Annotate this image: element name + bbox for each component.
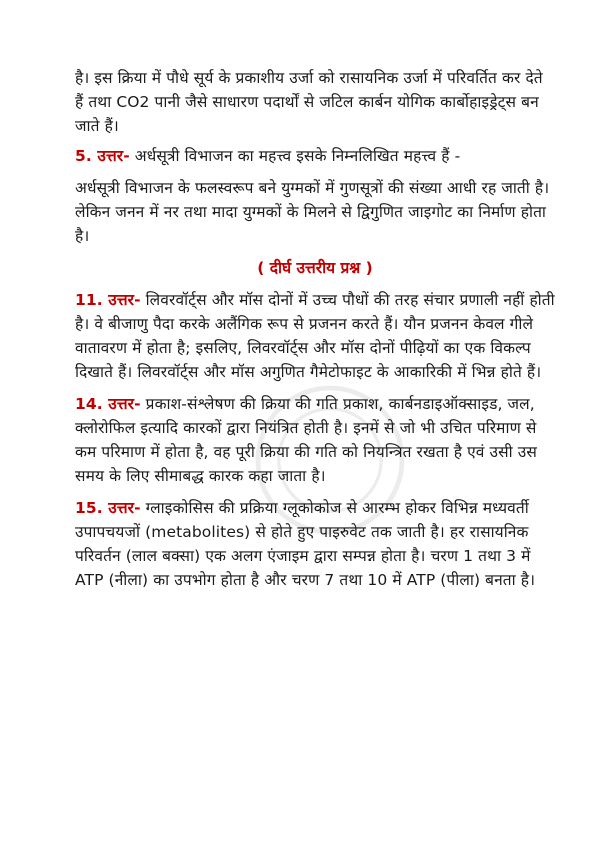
answer-14-label: 14. उत्तर- xyxy=(75,395,141,413)
intro-paragraph: है। इस क्रिया में पौधे सूर्य के प्रकाशीय उर्जा को रासायनिक उर्जा में परिवर्तित कर देते हैं तथा CO2 पानी जैसे साधारण पदार्थों से जटिल कार्बन योगिक कार्बोहाइड्रेट्स बन जाते हैं। xyxy=(75,69,543,135)
answer-14-text: प्रकाश-संश्लेषण की क्रिया की गति प्रकाश, कार्बनडाइऑक्साइड, जल, क्लोरोफिल इत्यादि कारकों द्वारा नियंत्रित होती है। इनमें से जो भी उचित परिमाण से कम परिमाण में होता है, वह पूरी क्रिया की गति को नियन्त्रित रखता है एवं उसी उस समय के लिए सीमाबद्ध कारक कहा जाता है। xyxy=(75,395,537,485)
document-page xyxy=(75,66,555,592)
answer-11-paragraph xyxy=(75,288,555,384)
answer-15-label: 15. उत्तर- xyxy=(75,499,141,517)
answer-15-text: ग्लाइकोसिस की प्रक्रिया ग्लूकोकोज से आरम्भ होकर विभिन्न मध्यवर्ती उपापचयजों (metabolites) से होते हुए पाइरुवेट तक जाती है। हर रासायनिक परिवर्तन (लाल बक्सा) एक अलग एंजाइम द्वारा सम्पन्न होता है। चरण 1 तथा 3 में ATP (नीला) का उपभोग होता है और चरण 7 तथा 10 में ATP (पीला) बनता है। xyxy=(75,499,536,589)
answer-5-paragraph xyxy=(75,144,555,168)
long-answer-heading: ( दीर्घ उत्तरीय प्रश्न ) xyxy=(257,259,373,277)
answer-14-paragraph xyxy=(75,392,555,488)
answer-11-label: 11. उत्तर- xyxy=(75,291,141,309)
answer-5-label: 5. उत्तर- xyxy=(75,147,130,165)
answer-5-text: अर्धसूत्री विभाजन का महत्त्व इसके निम्नलिखित महत्त्व हैं - xyxy=(129,147,461,165)
answer-5-detail-paragraph: अर्धसूत्री विभाजन के फलस्वरूप बने युग्मकों में गुणसूत्रों की संख्या आधी रह जाती है। लेकिन जनन में नर तथा मादा युग्मकों के मिलने से द्विगुणित जाइगोट का निर्माण होता है। xyxy=(75,179,550,245)
answer-11-text: लिवरवॉर्ट्स और मॉस दोनों में उच्च पौधों की तरह संचार प्रणाली नहीं होती है। वे बीजाणु पैदा करके अलैंगिक रूप से प्रजनन करते हैं। यौन प्रजनन केवल गीले वातावरण में होता है; इसलिए, लिवरवॉर्ट्स और मॉस दोनों पीढ़ियों का एक विकल्प दिखाते हैं। लिवरवॉर्ट्स और मॉस अगुणित गैमेटोफाइट के आकारिकी में भिन्न होते हैं। xyxy=(75,291,555,381)
answer-15-paragraph xyxy=(75,496,555,592)
